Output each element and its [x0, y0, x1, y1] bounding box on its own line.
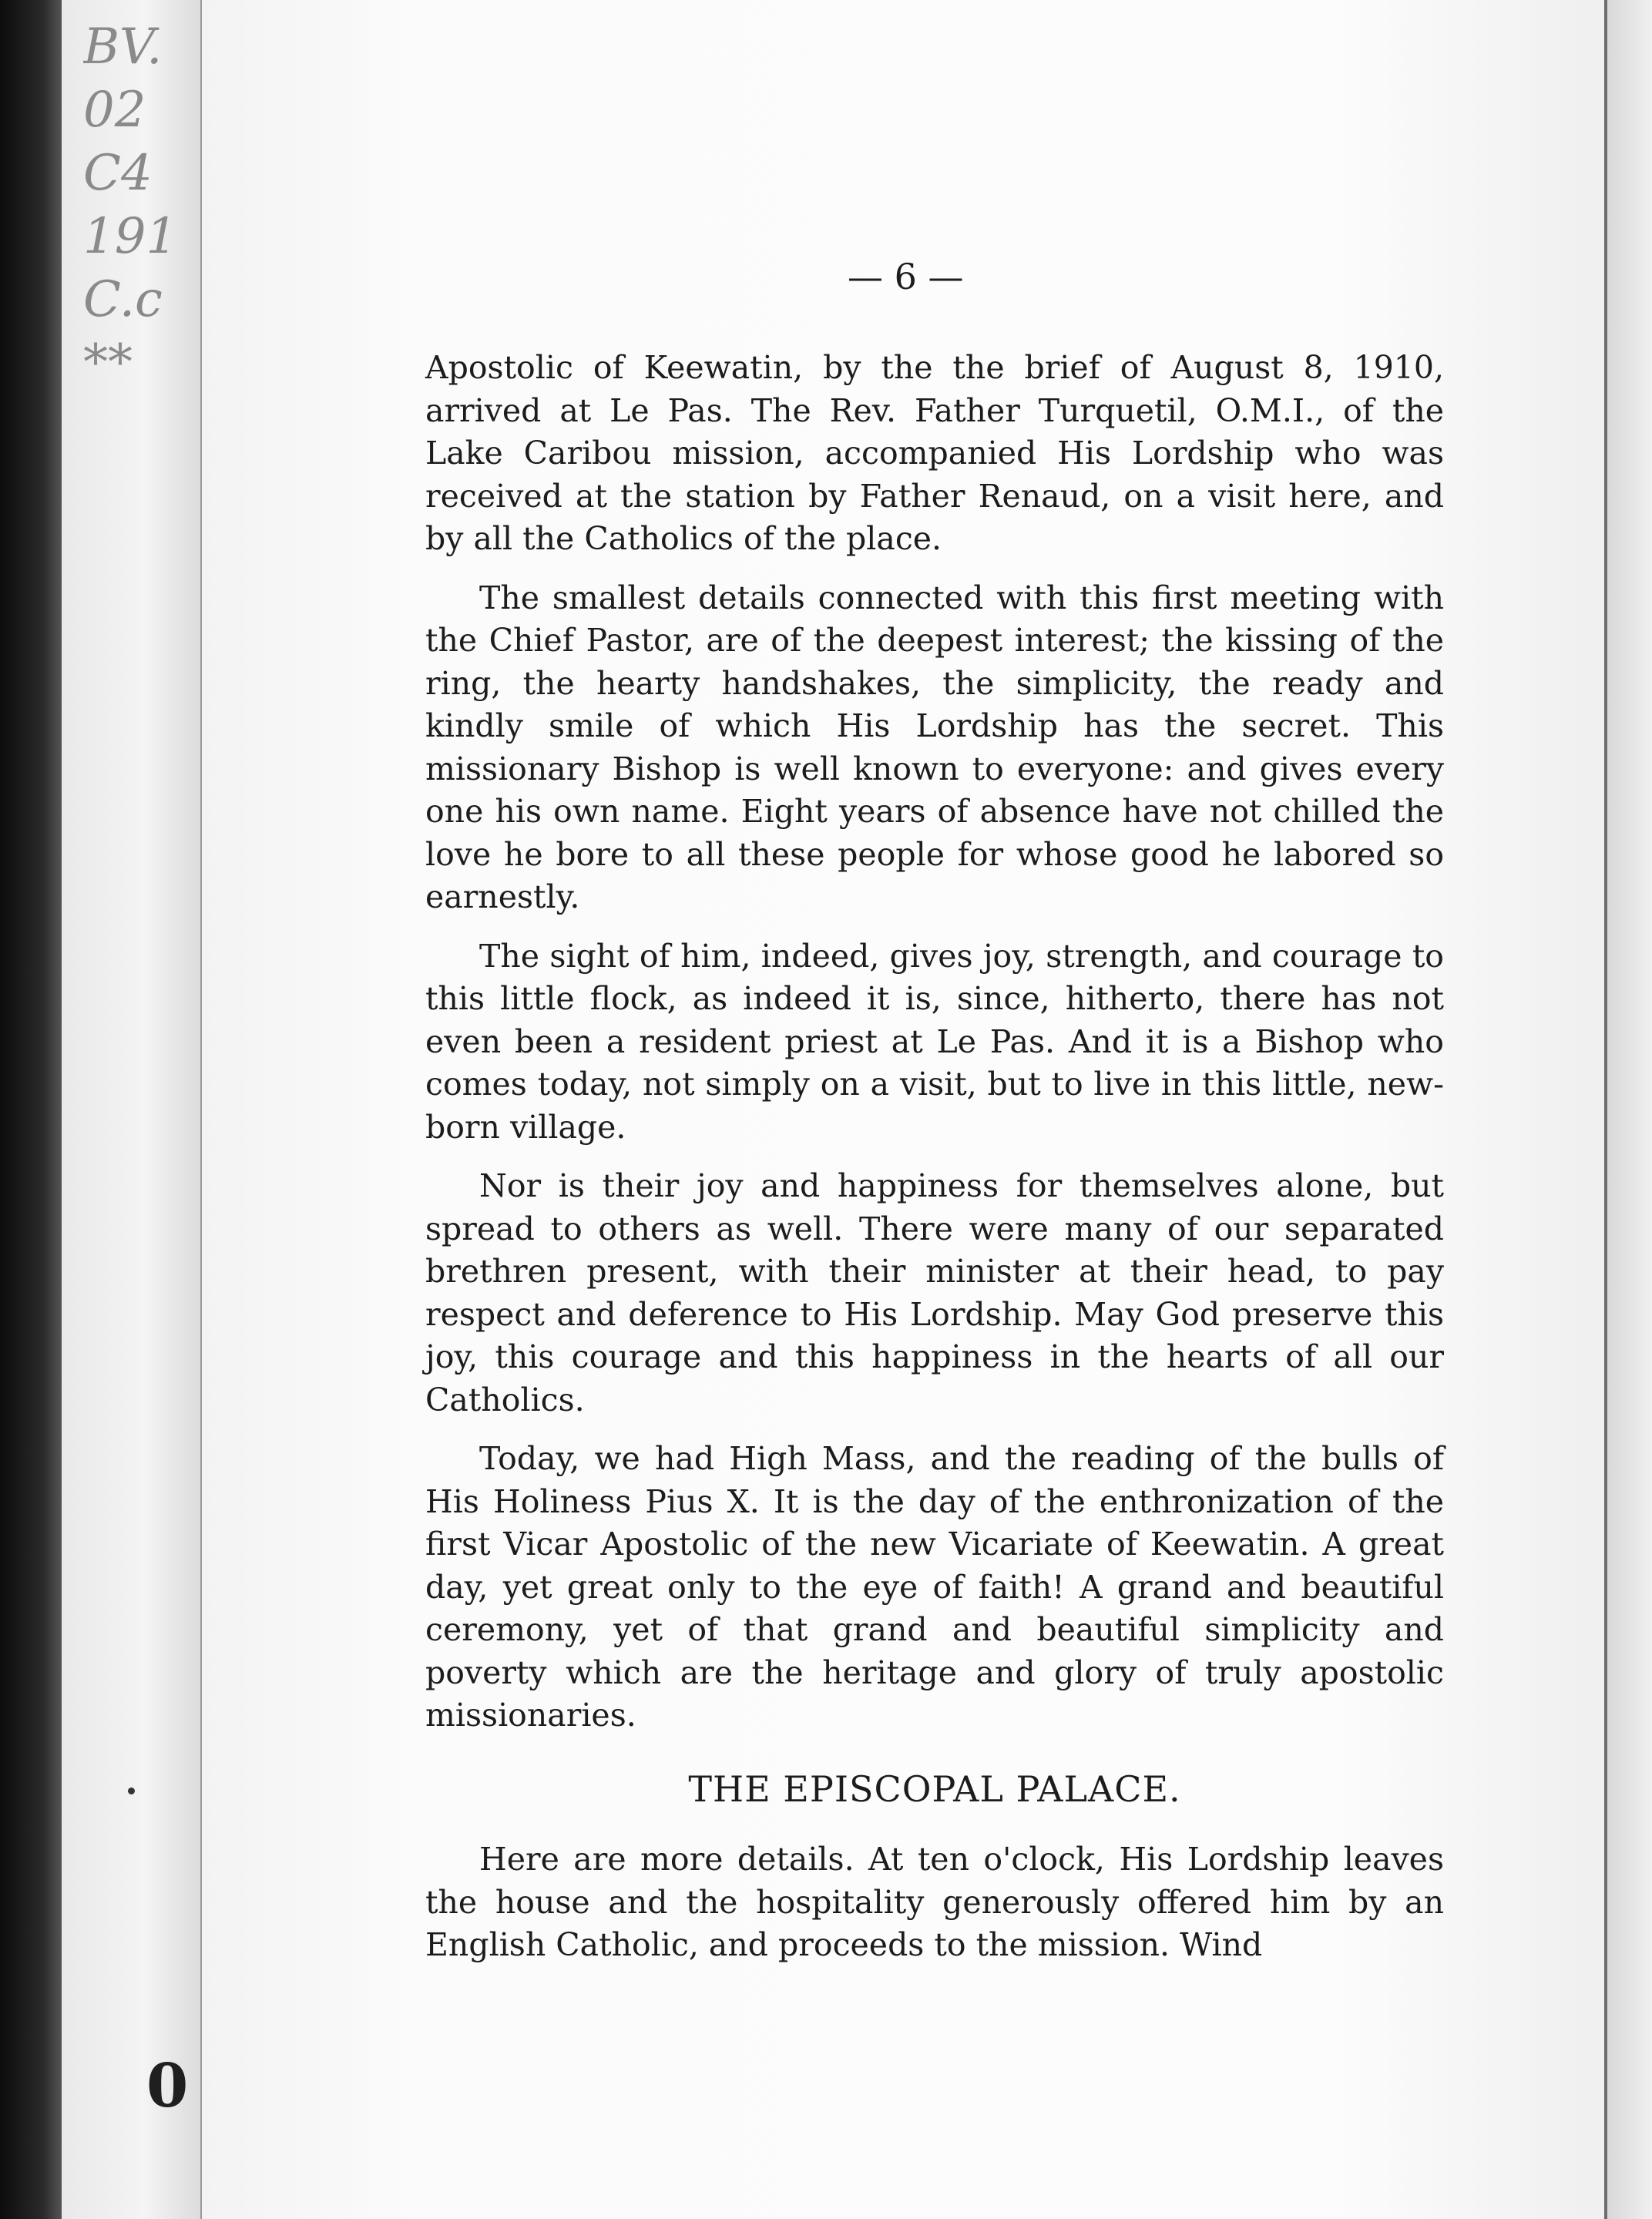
paragraph: Here are more details. At ten o'clock, His Lordship leaves the house and the hospitality generously offered him by an English Catholic, and proceeds to the mission. Wind	[425, 1841, 1444, 1963]
paragraph: The sight of him, indeed, gives joy, strength, and courage to this little flock, as indeed it is, since, hitherto, there has not even been a resident priest at Le Pas. And it is a Bishop who comes today, not simply on a visit, but to live in this little, new-born village.	[425, 937, 1444, 1146]
paragraph: Apostolic of Keewatin, by the the brief of August 8, 1910, arrived at Le Pas. The Rev. Father Turquetil, O.M.I., of the Lake Caribou mission, accompanied His Lordship who was received at the station by Father Renaud, on a visit here, and by all the Catholics of the place.	[425, 349, 1444, 557]
scan-right-margin	[1607, 0, 1652, 2219]
handwritten-line: 02	[83, 82, 146, 139]
handwritten-line: 191	[83, 208, 178, 265]
paragraph: Nor is their joy and happiness for themselves alone, but spread to others as well. There were many of our separated brethren present, with their minister at their head, to pay respect and deference to His Lordship. May God preserve this joy, this courage and this happiness in the hearts of all our Catholics.	[425, 1167, 1444, 1418]
page-number: — 6 —	[848, 256, 964, 297]
paragraph: The smallest details connected with this first meeting with the Chief Pastor, are of the deepest interest; the kissing of the ring, the hearty handshakes, the simplicity, the ready and kindly smile of which His Lordship has the secret. This missionary Bishop is well known to everyone: and gives every one his own name. Eight years of absence have not chilled the love he bore to all these people for whose good he labored so earnestly.	[425, 579, 1444, 915]
paragraph: Today, we had High Mass, and the reading of the bulls of His Holiness Pius X. It is the day of the enthronization of the first Vicar Apostolic of the new Vicariate of Keewatin. A great day, yet great only to the eye of faith! A grand and beautiful ceremony, yet of that grand and beautiful simplicity and poverty which are the heritage and glory of truly apostolic missionaries.	[425, 1440, 1444, 1734]
section-heading: THE EPISCOPAL PALACE.	[688, 1767, 1181, 1810]
handwritten-line: **	[83, 334, 133, 391]
scan-dark-edge	[0, 0, 62, 2219]
body-text	[425, 347, 1444, 1983]
handwritten-call-number	[83, 15, 199, 394]
stray-ink-dot	[128, 1788, 135, 1794]
handwritten-line: C.c	[83, 271, 163, 328]
bottom-margin-mark: 0	[146, 2051, 189, 2121]
handwritten-line: C4	[83, 145, 153, 202]
handwritten-line: BV.	[83, 18, 163, 76]
